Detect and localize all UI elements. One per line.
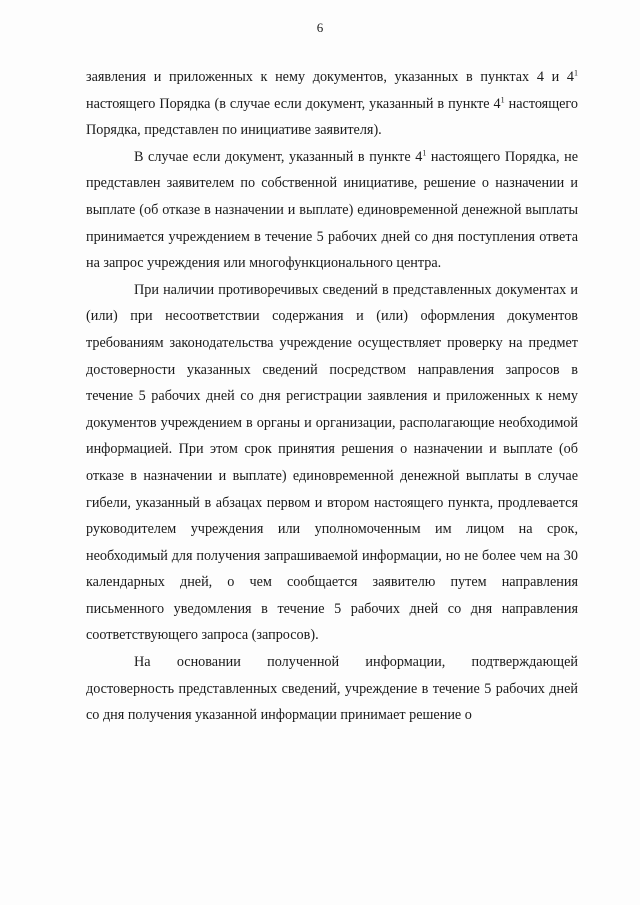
text-run: настоящего Порядка, не представлен заявителем по собственной инициативе, решение о назначении и выплате (об отказе в назначении и выплате) единовременной денежной выплаты принимается учреждением в течение 5 рабочих дней со дня поступления ответа на запрос учреждения или многофункционального центра. — [86, 148, 578, 272]
paragraph-continuation — [86, 64, 578, 144]
superscript: 1 — [422, 148, 427, 158]
paragraph — [86, 144, 578, 277]
text-run: настоящего Порядка (в случае если документ, указанный в пункте 4 — [86, 95, 501, 112]
document-body — [86, 64, 578, 729]
text-run: На основании полученной информации, подтверждающей достоверность представленных сведений, учреждение в течение 5 рабочих дней со дня получения указанной информации принимает решение о — [86, 654, 578, 724]
text-run: настоящего Порядка, представлен по инициативе заявителя). — [86, 95, 578, 139]
text-run: При наличии противоречивых сведений в представленных документах и (или) при несоответствии содержания и (или) оформления документов требованиям законодательства учреждение осуществляет проверку на предмет достоверности указанных сведений посредством направления запросов в течение 5 рабочих дней со дня регистрации заявления и приложенных к нему документов учреждением в органы и организации, располагающие необходимой информацией. При этом срок принятия решения о назначении и выплате (об отказе в назначении и выплате) единовременной денежной выплаты в случае гибели, указанный в абзацах первом и втором настоящего пункта, продлевается руководителем учреждения или уполномоченным им лицом на срок, необходимый для получения запрашиваемой информации, но не более чем на 30 календарных дней, о чем сообщается заявителю путем направления письменного уведомления в течение 5 рабочих дней со дня направления соответствующего запроса (запросов). — [86, 281, 578, 644]
paragraph — [86, 649, 578, 729]
text-run: В случае если документ, указанный в пункте 4 — [134, 148, 423, 165]
superscript: 1 — [574, 68, 578, 78]
page-number: 6 — [316, 20, 324, 35]
text-run: заявления и приложенных к нему документов, указанных в пунктах 4 и 4 — [86, 69, 574, 85]
superscript: 1 — [500, 94, 505, 104]
paragraph — [86, 277, 578, 649]
